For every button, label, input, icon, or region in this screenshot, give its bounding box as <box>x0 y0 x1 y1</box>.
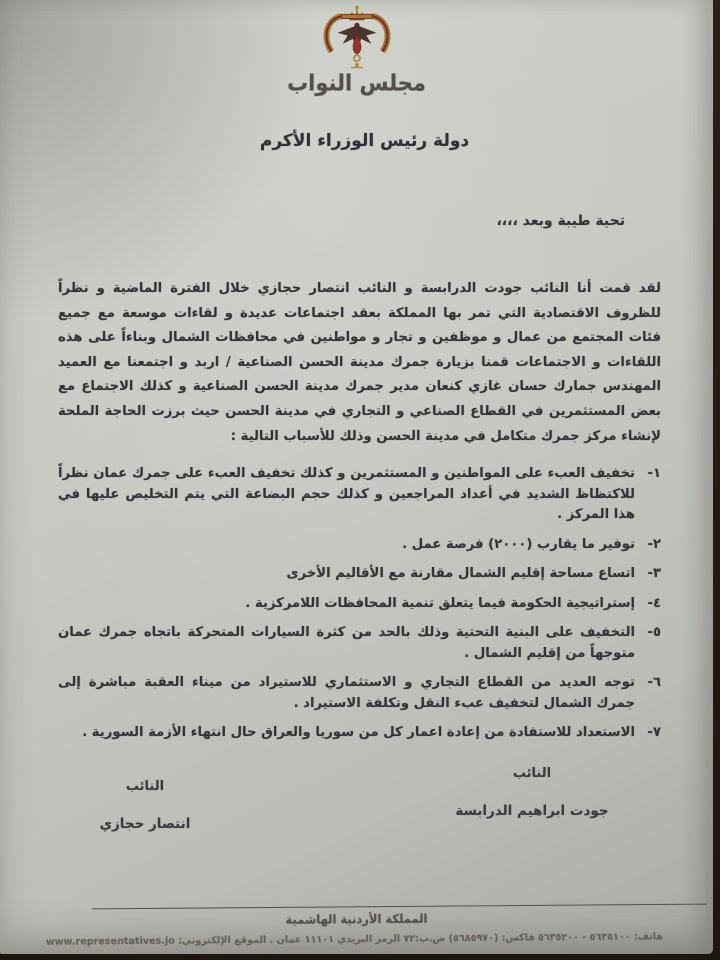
list-item-text: اتساع مساحة إقليم الشمال مقارنة مع الأقاليم الأخرى <box>286 566 635 582</box>
footer-divider <box>92 904 707 910</box>
list-item-text: توجه العديد من القطاع التجاري و الاستثماري للاستيراد من ميناء العقبة مباشرة إلى جمرك الشمال لتخفيف عبء النقل وتكلفة الاستيراد . <box>58 675 635 711</box>
list-item-number: ٢- <box>647 536 661 552</box>
signature-left <box>60 779 230 832</box>
list-item-text: الاستعداد للاستفادة من إعادة اعمار كل من سوريا والعراق حال انتهاء الأزمة السورية . <box>82 725 635 741</box>
list-item-number: ٤- <box>647 595 661 611</box>
list-item-5 <box>58 623 661 664</box>
list-item-number: ٥- <box>647 625 661 641</box>
signature-left-role: النائب <box>125 778 165 794</box>
reasons-list <box>0 464 713 744</box>
signature-right-role: النائب <box>512 765 552 781</box>
house-of-representatives-calligraphy: مجلس النواب <box>287 70 426 96</box>
list-item-number: ٧- <box>647 725 661 741</box>
footer-contact-line: هاتف: ٥٦٣٥١٠٠ - ٥٦٣٥٢٠٠ فاكس: (٥٦٨٥٩٧٠) ص.ب:٧٢ الرمز البريدي ١١١٠١ عمان . الموقع الإلكتروني: www.representatives.jo <box>45 931 664 948</box>
list-item-7 <box>58 723 661 744</box>
list-item-6 <box>58 673 661 714</box>
signature-right-name: جودت ابراهيم الدرابسة <box>455 802 609 819</box>
list-item-2 <box>58 535 661 556</box>
list-item-text: التخفيف على البنية التحتية وذلك بالحد من كثرة السيارات المتحركة باتجاه جمرك عمان متوجهاً من إقليم الشمال . <box>58 625 635 661</box>
list-item-text: إستراتيجية الحكومة فيما يتعلق تنمية المحافظات اللامركزية . <box>245 595 635 611</box>
list-item-4 <box>58 594 661 615</box>
jordan-coat-of-arms-icon <box>311 5 403 71</box>
list-item-number: ٣- <box>647 566 661 582</box>
list-item-number: ١- <box>647 466 661 482</box>
list-item-number: ٦- <box>647 675 661 691</box>
kingdom-calligraphy: المملكة الأردنية الهاشمية <box>285 911 428 927</box>
signature-right <box>417 766 647 819</box>
body-paragraph: لقد قمت أنا النائب جودت الدرابسة و النائب انتصار حجازي خلال الفترة الماضية و نظراً للظروف الاقتصادية التي تمر بها المملكة بعقد اجتماعات عديدة و لقاءات موسعة مع جميع فئات المجتمع من عمال و موظفين و تجار و مواطنين في محافظات الشمال وبناءاً على هذه اللقاءات و الاجتماعات قمنا بزيارة جمرك مدينة الحسن الصناعية / اربد و اجتمعنا مع العميد المهندس جمارك حسان غازي كنعان مدير جمرك مدينة الحسن الصناعية و كذلك الاجتماع مع بعض المستثمرين في القطاع الصناعي و التجاري في مدينة الحسن حيث برزت الحاجة الملحة لإنشاء مركز جمرك متكامل في مدينة الحسن وذلك للأسباب التالية : <box>58 281 661 444</box>
list-item-3 <box>58 564 661 585</box>
list-item-text: تخفيف العبء على المواطنين و المستثمرين و كذلك تخفيف العبء على جمرك عمان نظراً للاكتظاظ الشديد في أعداد المراجعين و كذلك حجم البضاعة التي يتم التخليص عليها في هذا المركز . <box>58 466 635 523</box>
list-item-text: توفير ما يقارب (٢٠٠٠) فرصة عمل . <box>402 536 635 552</box>
list-item-1 <box>58 464 661 526</box>
letter-title: دولة رئيس الوزراء الأكرم <box>259 131 470 151</box>
signature-left-name: انتصار حجازي <box>99 815 191 832</box>
greeting-line: تحية طيبة وبعد ،،،، <box>496 213 625 229</box>
signature-section <box>0 766 713 876</box>
